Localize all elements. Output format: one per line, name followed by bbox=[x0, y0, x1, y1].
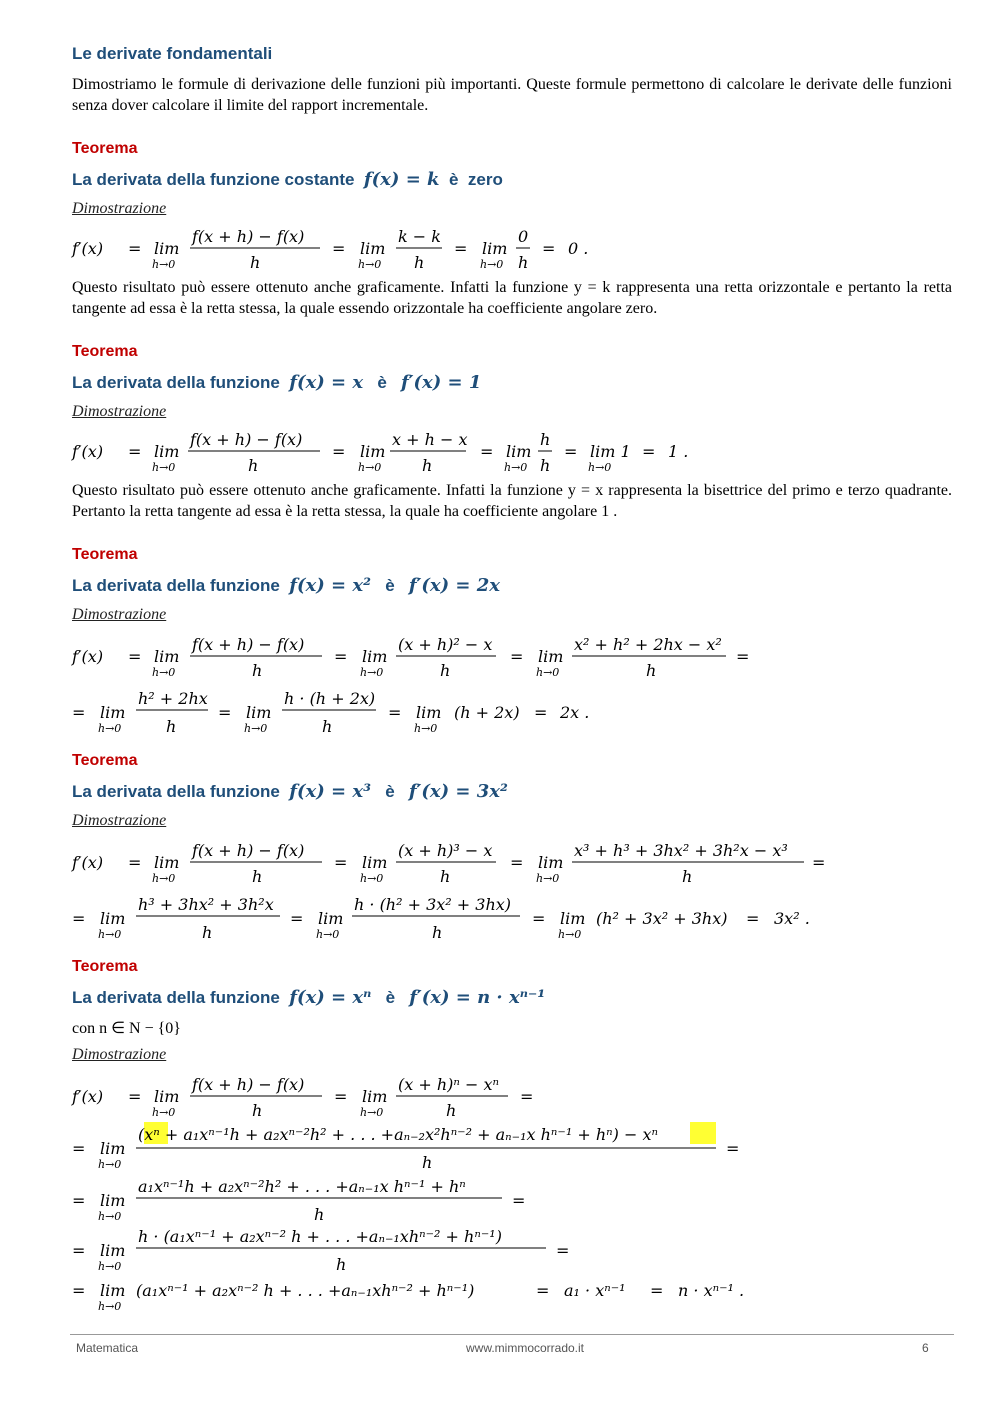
svg-text:=: = bbox=[72, 703, 86, 722]
svg-text:h: h bbox=[432, 923, 443, 940]
svg-text:=: = bbox=[334, 647, 348, 666]
theorem-5-result: f′(x) = n · xⁿ⁻¹ bbox=[409, 987, 546, 1008]
theorem-label-1: Teorema bbox=[72, 140, 138, 157]
svg-text:h→0: h→0 bbox=[152, 1106, 176, 1119]
theorem-2-prefix: La derivata della funzione bbox=[72, 373, 280, 392]
svg-text:=: = bbox=[564, 442, 578, 461]
svg-text:=: = bbox=[520, 1087, 534, 1106]
svg-text:h: h bbox=[336, 1255, 347, 1274]
svg-text:lim: lim bbox=[482, 239, 508, 258]
svg-text:h→0: h→0 bbox=[152, 666, 176, 679]
svg-text:h→0: h→0 bbox=[536, 872, 560, 885]
svg-text:h: h bbox=[440, 661, 451, 680]
svg-text:f′(x): f′(x) bbox=[72, 1087, 104, 1106]
svg-text:=: = bbox=[480, 442, 494, 461]
svg-text:=: = bbox=[332, 239, 346, 258]
svg-text:=: = bbox=[290, 909, 304, 928]
svg-text:f′(x): f′(x) bbox=[72, 853, 104, 872]
proof-label-2: Dimostrazione bbox=[72, 403, 167, 420]
theorem-5-verb: è bbox=[385, 988, 396, 1007]
theorem-statement-1 bbox=[72, 169, 503, 190]
svg-text:lim: lim bbox=[538, 647, 564, 666]
theorem-2-verb: è bbox=[377, 373, 387, 392]
svg-text:h→0: h→0 bbox=[98, 1210, 122, 1223]
svg-text:=: = bbox=[454, 239, 468, 258]
theorem-label-4: Teorema bbox=[72, 752, 138, 769]
svg-text:lim: lim bbox=[362, 647, 388, 666]
svg-text:h→0: h→0 bbox=[98, 1260, 122, 1273]
theorem-1-formula: f(x) = k bbox=[363, 169, 440, 190]
proof-equation-1 bbox=[70, 224, 770, 276]
proof-equation-2 bbox=[70, 427, 770, 479]
svg-text:=: = bbox=[332, 442, 346, 461]
svg-text:=: = bbox=[218, 703, 232, 722]
svg-text:lim: lim bbox=[506, 442, 532, 461]
theorem-4-result: f′(x) = 3x² bbox=[408, 781, 508, 802]
page-title: Le derivate fondamentali bbox=[72, 44, 273, 63]
svg-text:a₁ · xⁿ⁻¹: a₁ · xⁿ⁻¹ bbox=[564, 1281, 626, 1300]
svg-text:h→0: h→0 bbox=[152, 461, 176, 474]
svg-text:2x .: 2x . bbox=[560, 703, 590, 722]
svg-text:lim: lim bbox=[362, 1087, 388, 1106]
footer-page-number: 6 bbox=[922, 1341, 929, 1355]
proof-label-5: Dimostrazione bbox=[72, 1046, 167, 1063]
svg-text:lim 1: lim 1 bbox=[590, 442, 631, 461]
svg-text:lim: lim bbox=[100, 1241, 126, 1260]
footer-divider bbox=[70, 1334, 954, 1335]
svg-text:=: = bbox=[812, 853, 826, 872]
svg-text:h: h bbox=[422, 1153, 433, 1172]
svg-text:h: h bbox=[322, 717, 333, 734]
svg-text:x³ + h³ + 3hx² + 3h²x − x³: x³ + h³ + 3hx² + 3h²x − x³ bbox=[574, 841, 788, 860]
svg-text:0 .: 0 . bbox=[568, 239, 589, 258]
svg-text:h: h bbox=[446, 1101, 457, 1120]
svg-text:h→0: h→0 bbox=[360, 872, 384, 885]
svg-text:h² + 2hx: h² + 2hx bbox=[138, 689, 208, 708]
svg-text:lim: lim bbox=[100, 703, 126, 722]
svg-text:lim: lim bbox=[154, 853, 180, 872]
theorem-4-verb: è bbox=[385, 782, 395, 801]
svg-text:=: = bbox=[72, 1191, 86, 1210]
svg-text:h · (a₁xⁿ⁻¹ + a₂xⁿ⁻² h + . . .: h · (a₁xⁿ⁻¹ + a₂xⁿ⁻² h + . . . +aₙ₋₁xhⁿ⁻² + hⁿ⁻¹) bbox=[138, 1227, 502, 1246]
svg-text:h→0: h→0 bbox=[480, 258, 504, 271]
svg-text:(h + 2x): (h + 2x) bbox=[454, 703, 520, 722]
svg-text:f′(x): f′(x) bbox=[72, 239, 104, 258]
svg-text:h³ + 3hx² + 3h²x: h³ + 3hx² + 3h²x bbox=[138, 895, 274, 914]
svg-text:=: = bbox=[510, 647, 524, 666]
svg-text:lim: lim bbox=[154, 442, 180, 461]
svg-text:f(x + h) − f(x): f(x + h) − f(x) bbox=[192, 841, 305, 860]
svg-text:h: h bbox=[314, 1205, 325, 1224]
theorem-1-note: Questo risultato può essere ottenuto anche graficamente. Infatti la funzione y = k rappresenta una retta orizzontale e pertanto la retta tangente ad essa è la retta stessa, la quale essendo orizzontale ha coefficiente angolare zero. bbox=[72, 279, 952, 317]
svg-text:(xⁿ + a₁xⁿ⁻¹h + a₂xⁿ⁻²h² + . .: (xⁿ + a₁xⁿ⁻¹h + a₂xⁿ⁻²h² + . . . +aₙ₋₂x²hⁿ⁻² + aₙ₋₁x hⁿ⁻¹ + hⁿ) − xⁿ bbox=[138, 1125, 658, 1144]
svg-text:lim: lim bbox=[538, 853, 564, 872]
theorem-5-condition: con n ∈ N − {0} bbox=[72, 1020, 181, 1037]
svg-text:lim: lim bbox=[560, 909, 586, 928]
svg-text:h→0: h→0 bbox=[98, 1158, 122, 1171]
theorem-3-result: f′(x) = 2x bbox=[408, 575, 500, 596]
svg-text:lim: lim bbox=[360, 442, 386, 461]
svg-text:(a₁xⁿ⁻¹ + a₂xⁿ⁻² h + . . . +aₙ: (a₁xⁿ⁻¹ + a₂xⁿ⁻² h + . . . +aₙ₋₁xhⁿ⁻² + hⁿ⁻¹) bbox=[136, 1281, 475, 1300]
theorem-statement-3 bbox=[72, 575, 500, 596]
svg-text:f(x + h) − f(x): f(x + h) − f(x) bbox=[192, 1075, 305, 1094]
svg-text:1 .: 1 . bbox=[668, 442, 689, 461]
svg-text:f(x + h) − f(x): f(x + h) − f(x) bbox=[190, 430, 303, 449]
svg-text:=: = bbox=[72, 909, 86, 928]
theorem-3-formula: f(x) = x² bbox=[289, 575, 372, 596]
svg-text:f(x + h) − f(x): f(x + h) − f(x) bbox=[192, 635, 305, 654]
svg-text:=: = bbox=[510, 853, 524, 872]
svg-text:(x + h)ⁿ − xⁿ: (x + h)ⁿ − xⁿ bbox=[398, 1075, 499, 1094]
theorem-2-formula: f(x) = x bbox=[289, 372, 364, 393]
svg-text:=: = bbox=[128, 1087, 142, 1106]
svg-text:=: = bbox=[536, 1281, 550, 1300]
theorem-5-formula: f(x) = xⁿ bbox=[289, 987, 372, 1008]
svg-text:x + h − x: x + h − x bbox=[392, 430, 468, 449]
theorem-5-prefix: La derivata della funzione bbox=[72, 988, 280, 1007]
svg-text:lim: lim bbox=[100, 1191, 126, 1210]
svg-text:lim: lim bbox=[416, 703, 442, 722]
svg-text:h→0: h→0 bbox=[152, 258, 176, 271]
svg-text:h: h bbox=[440, 867, 451, 886]
svg-text:h→0: h→0 bbox=[358, 258, 382, 271]
svg-text:=: = bbox=[532, 909, 546, 928]
svg-text:lim: lim bbox=[318, 909, 344, 928]
theorem-statement-2 bbox=[72, 372, 481, 393]
highlight-mark bbox=[690, 1122, 716, 1144]
svg-text:h→0: h→0 bbox=[504, 461, 528, 474]
theorem-label-2: Teorema bbox=[72, 343, 138, 360]
svg-text:=: = bbox=[334, 1087, 348, 1106]
svg-text:h: h bbox=[540, 430, 551, 449]
svg-text:h: h bbox=[518, 253, 529, 272]
svg-text:lim: lim bbox=[154, 647, 180, 666]
svg-text:h · (h² + 3x² + 3hx): h · (h² + 3x² + 3hx) bbox=[354, 895, 512, 914]
theorem-4-formula: f(x) = x³ bbox=[289, 781, 372, 802]
theorem-label-3: Teorema bbox=[72, 546, 138, 563]
svg-text:lim: lim bbox=[100, 1281, 126, 1300]
svg-text:h: h bbox=[250, 253, 261, 272]
svg-text:=: = bbox=[746, 909, 760, 928]
svg-text:h: h bbox=[252, 1101, 263, 1120]
svg-text:f′(x): f′(x) bbox=[72, 442, 104, 461]
svg-text:h→0: h→0 bbox=[152, 872, 176, 885]
svg-text:lim: lim bbox=[100, 1139, 126, 1158]
svg-text:f′(x): f′(x) bbox=[72, 647, 104, 666]
svg-text:h: h bbox=[248, 456, 259, 475]
proof-label-1: Dimostrazione bbox=[72, 200, 167, 217]
svg-text:h→0: h→0 bbox=[558, 928, 582, 940]
footer-website: www.mimmocorrado.it bbox=[466, 1341, 585, 1355]
svg-text:=: = bbox=[128, 853, 142, 872]
svg-text:=: = bbox=[334, 853, 348, 872]
theorem-statement-4 bbox=[72, 781, 508, 802]
svg-text:h→0: h→0 bbox=[244, 722, 268, 734]
svg-text:k − k: k − k bbox=[398, 227, 441, 246]
svg-text:h: h bbox=[252, 867, 263, 886]
svg-text:=: = bbox=[72, 1281, 86, 1300]
svg-text:h→0: h→0 bbox=[358, 461, 382, 474]
svg-text:h→0: h→0 bbox=[360, 666, 384, 679]
svg-text:h: h bbox=[252, 661, 263, 680]
proof-equation-3 bbox=[70, 628, 790, 734]
theorem-1-title: La derivata della funzione costante bbox=[72, 170, 355, 189]
theorem-1-verb: è bbox=[448, 170, 459, 189]
svg-text:h: h bbox=[682, 867, 693, 886]
svg-text:(h² + 3x² + 3hx): (h² + 3x² + 3hx) bbox=[596, 909, 728, 928]
svg-text:=: = bbox=[72, 1139, 86, 1158]
svg-text:3x² .: 3x² . bbox=[774, 909, 810, 928]
svg-text:=: = bbox=[650, 1281, 664, 1300]
svg-text:=: = bbox=[534, 703, 548, 722]
svg-text:=: = bbox=[128, 239, 142, 258]
theorem-3-verb: è bbox=[385, 576, 395, 595]
svg-text:h: h bbox=[646, 661, 657, 680]
svg-text:h · (h + 2x): h · (h + 2x) bbox=[284, 689, 376, 708]
footer-subject: Matematica bbox=[76, 1341, 139, 1355]
svg-text:x² + h² + 2hx − x²: x² + h² + 2hx − x² bbox=[574, 635, 722, 654]
svg-text:=: = bbox=[542, 239, 556, 258]
svg-text:(x + h)² − x: (x + h)² − x bbox=[398, 635, 493, 654]
svg-text:h: h bbox=[414, 253, 425, 272]
theorem-2-result: f′(x) = 1 bbox=[400, 372, 482, 393]
svg-text:h→0: h→0 bbox=[536, 666, 560, 679]
svg-text:h→0: h→0 bbox=[316, 928, 340, 940]
svg-text:lim: lim bbox=[246, 703, 272, 722]
svg-text:h→0: h→0 bbox=[588, 461, 612, 474]
svg-text:lim: lim bbox=[154, 1087, 180, 1106]
proof-label-3: Dimostrazione bbox=[72, 606, 167, 623]
theorem-label-5: Teorema bbox=[72, 958, 138, 975]
svg-text:h: h bbox=[422, 456, 433, 475]
proof-equation-5 bbox=[70, 1068, 870, 1314]
svg-text:=: = bbox=[556, 1241, 570, 1260]
svg-text:(x + h)³ − x: (x + h)³ − x bbox=[398, 841, 493, 860]
proof-label-4: Dimostrazione bbox=[72, 812, 167, 829]
svg-text:h→0: h→0 bbox=[98, 722, 122, 734]
proof-equation-4 bbox=[70, 834, 910, 940]
svg-text:a₁xⁿ⁻¹h + a₂xⁿ⁻²h² + . . . +aₙ: a₁xⁿ⁻¹h + a₂xⁿ⁻²h² + . . . +aₙ₋₁x hⁿ⁻¹ + hⁿ bbox=[138, 1177, 466, 1196]
svg-text:h→0: h→0 bbox=[98, 928, 122, 940]
svg-text:h→0: h→0 bbox=[360, 1106, 384, 1119]
theorem-2-note: Questo risultato può essere ottenuto anche graficamente. Infatti la funzione y = x rappresenta la bisettrice del primo e terzo quadrante. Pertanto la retta tangente ad essa è la retta stessa, la quale ha coefficiente angolare 1 . bbox=[72, 482, 952, 520]
svg-text:=: = bbox=[128, 647, 142, 666]
theorem-3-prefix: La derivata della funzione bbox=[72, 576, 280, 595]
svg-text:h: h bbox=[202, 923, 213, 940]
svg-text:lim: lim bbox=[100, 909, 126, 928]
svg-text:f(x + h) − f(x): f(x + h) − f(x) bbox=[192, 227, 305, 246]
theorem-4-prefix: La derivata della funzione bbox=[72, 782, 280, 801]
svg-text:h→0: h→0 bbox=[414, 722, 438, 734]
svg-text:h: h bbox=[166, 717, 177, 734]
svg-text:lim: lim bbox=[360, 239, 386, 258]
svg-text:lim: lim bbox=[154, 239, 180, 258]
intro-paragraph: Dimostriamo le formule di derivazione delle funzioni più importanti. Queste formule permettono di calcolare le derivate delle funzioni senza dover calcolare il limite del rapport incrementale. bbox=[72, 76, 952, 114]
svg-text:0: 0 bbox=[518, 227, 529, 246]
theorem-statement-5 bbox=[72, 987, 545, 1008]
svg-text:=: = bbox=[736, 647, 750, 666]
svg-text:lim: lim bbox=[362, 853, 388, 872]
svg-text:h: h bbox=[540, 456, 551, 475]
svg-text:h→0: h→0 bbox=[98, 1300, 122, 1313]
svg-text:=: = bbox=[72, 1241, 86, 1260]
svg-text:=: = bbox=[642, 442, 656, 461]
svg-text:n · xⁿ⁻¹ .: n · xⁿ⁻¹ . bbox=[678, 1281, 745, 1300]
svg-text:=: = bbox=[388, 703, 402, 722]
svg-text:=: = bbox=[726, 1139, 740, 1158]
svg-text:=: = bbox=[128, 442, 142, 461]
svg-text:=: = bbox=[512, 1191, 526, 1210]
theorem-1-result: zero bbox=[467, 170, 503, 189]
